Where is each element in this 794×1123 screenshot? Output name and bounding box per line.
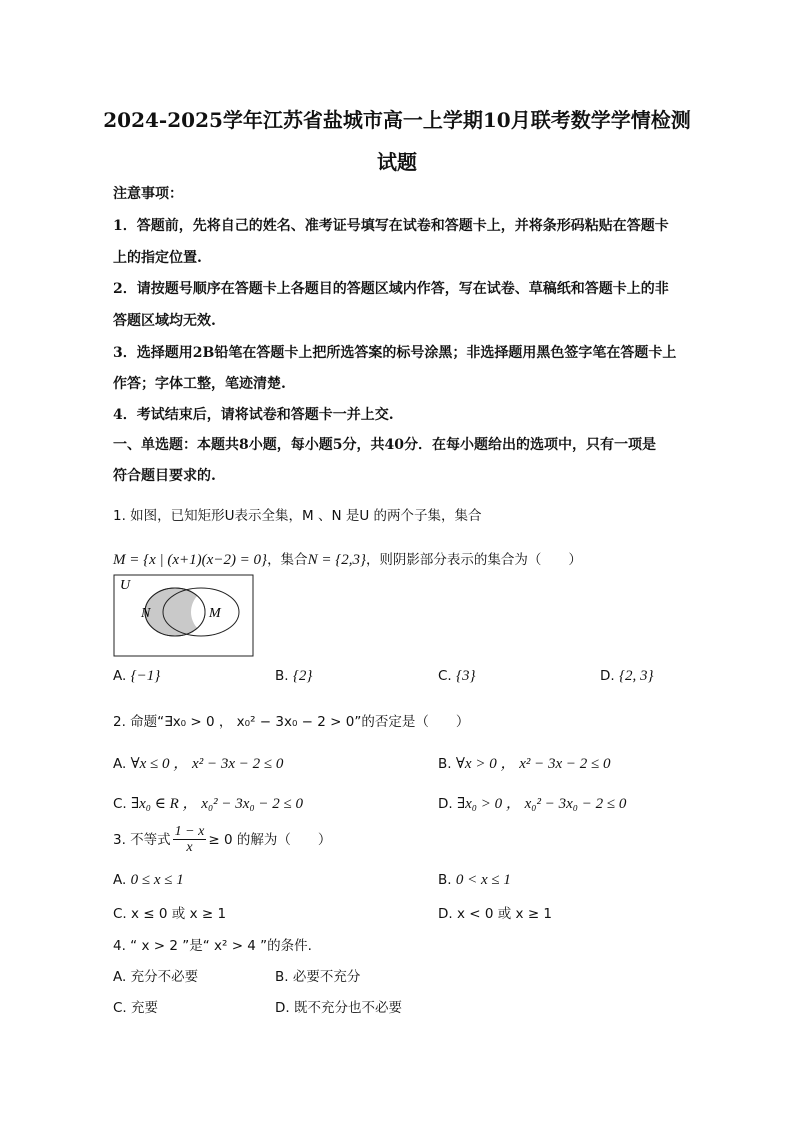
option-label: C. bbox=[113, 796, 127, 812]
option-d[interactable] bbox=[438, 792, 626, 813]
option-c[interactable] bbox=[438, 668, 476, 685]
notice-line: 3．选择题用2B铅笔在答题卡上把所选答案的标号涂黑；非选择题用黑色签字笔在答题卡上 bbox=[113, 345, 677, 361]
notice-line: 2．请按题号顺序在答题卡上各题目的答题区域内作答，写在试卷、草稿纸和答题卡上的非 bbox=[113, 281, 669, 297]
option-value: {3} bbox=[456, 668, 476, 684]
q3-suffix: ≥ 0 的解为（ ） bbox=[208, 831, 332, 848]
section-heading: 一、单选题：本题共8小题，每小题5分，共40分．在每小题给出的选项中，只有一项是 bbox=[113, 437, 656, 453]
option-b[interactable] bbox=[438, 752, 610, 773]
question-1-stem: 1. 如图，已知矩形U表示全集，M 、N 是U 的两个子集，集合 bbox=[113, 508, 482, 524]
q1-text-end: ，则阴影部分表示的集合为（ ） bbox=[365, 552, 582, 568]
option-label: D. bbox=[600, 668, 615, 684]
option-label: B. bbox=[438, 872, 452, 888]
option-b[interactable] bbox=[275, 668, 312, 685]
option-a[interactable] bbox=[113, 752, 283, 773]
option-value: ∃x₀ > 0 ， x₀² − 3x₀ − 2 ≤ 0 bbox=[456, 796, 627, 812]
option-label: C. bbox=[113, 1000, 127, 1016]
option-label: A. bbox=[113, 668, 127, 684]
option-value: ∀x > 0 ， x² − 3x − 2 ≤ 0 bbox=[455, 756, 611, 772]
option-c[interactable] bbox=[113, 902, 226, 922]
option-label: C. bbox=[113, 906, 127, 922]
q1-text: ，集合 bbox=[267, 552, 308, 568]
option-label: B. bbox=[275, 668, 289, 684]
option-c[interactable] bbox=[113, 996, 158, 1016]
option-value: 充要 bbox=[131, 1000, 159, 1016]
option-c[interactable] bbox=[113, 792, 303, 813]
option-label: C. bbox=[438, 668, 452, 684]
notice-line: 答题区域均无效. bbox=[113, 313, 216, 329]
notice-line: 作答；字体工整，笔迹清楚. bbox=[113, 376, 286, 392]
option-label: A. bbox=[113, 872, 127, 888]
option-value: {2, 3} bbox=[618, 668, 654, 684]
option-value: 0 < x ≤ 1 bbox=[455, 872, 511, 888]
option-label: B. bbox=[438, 756, 452, 772]
option-value: ∀x ≤ 0 ， x² − 3x − 2 ≤ 0 bbox=[130, 756, 284, 772]
notice-line: 4．考试结束后，请将试卷和答题卡一并上交. bbox=[113, 407, 394, 423]
option-b[interactable] bbox=[275, 965, 360, 985]
page-title: 2024-2025学年江苏省盐城市高一上学期10月联考数学学情检测 bbox=[103, 108, 691, 132]
option-value: 充分不必要 bbox=[130, 969, 199, 985]
option-label: D. bbox=[438, 796, 453, 812]
option-label: A. bbox=[113, 756, 127, 772]
option-d[interactable] bbox=[438, 902, 552, 922]
option-value: 0 ≤ x ≤ 1 bbox=[130, 872, 184, 888]
option-value: {−1} bbox=[130, 668, 161, 684]
option-label: A. bbox=[113, 969, 127, 985]
question-4-stem: 4. “ x > 2 ”是“ x² > 4 ”的条件. bbox=[113, 938, 312, 954]
option-b[interactable] bbox=[438, 872, 511, 889]
fraction-denominator: x bbox=[186, 840, 193, 856]
option-value: 既不充分也不必要 bbox=[293, 1000, 402, 1016]
fraction-numerator: 1 − x bbox=[174, 824, 205, 839]
option-value: x ≤ 0 或 x ≥ 1 bbox=[131, 906, 227, 922]
question-2-stem: 2. 命题“∃x₀ > 0 ， x₀² − 3x₀ − 2 > 0”的否定是（ ） bbox=[113, 714, 470, 730]
notice-line: 上的指定位置. bbox=[113, 250, 202, 266]
option-d[interactable] bbox=[275, 996, 402, 1016]
option-a[interactable] bbox=[113, 872, 184, 889]
option-label: D. bbox=[438, 906, 453, 922]
notice-line: 1．答题前，先将自己的姓名、准考证号填写在试卷和答题卡上，并将条形码粘贴在答题卡 bbox=[113, 218, 669, 234]
section-heading-line2: 符合题目要求的. bbox=[113, 468, 216, 484]
question-1-line2 bbox=[113, 548, 582, 569]
option-a[interactable] bbox=[113, 668, 160, 685]
set-n-formula: N = {2,3} bbox=[307, 552, 366, 568]
venn-diagram bbox=[113, 574, 255, 658]
option-label: B. bbox=[275, 969, 289, 985]
option-a[interactable] bbox=[113, 965, 198, 985]
option-d[interactable] bbox=[600, 668, 653, 685]
venn-label-n: N bbox=[141, 606, 151, 621]
question-3-stem bbox=[113, 824, 331, 856]
option-value: ∃x₀ ∈ R ， x₀² − 3x₀ − 2 ≤ 0 bbox=[131, 796, 304, 812]
option-value: {2} bbox=[292, 668, 313, 684]
fraction bbox=[173, 824, 207, 856]
option-value: x < 0 或 x ≥ 1 bbox=[456, 906, 553, 922]
venn-label-m: M bbox=[209, 606, 221, 621]
page-title-line2: 试题 bbox=[377, 150, 417, 174]
set-m-formula: M = {x | (x+1)(x−2) = 0} bbox=[113, 552, 268, 568]
option-value: 必要不充分 bbox=[292, 969, 361, 985]
notice-heading: 注意事项： bbox=[113, 186, 183, 202]
option-label: D. bbox=[275, 1000, 290, 1016]
venn-label-u: U bbox=[120, 578, 131, 593]
q3-prefix: 3. 不等式 bbox=[113, 831, 171, 848]
